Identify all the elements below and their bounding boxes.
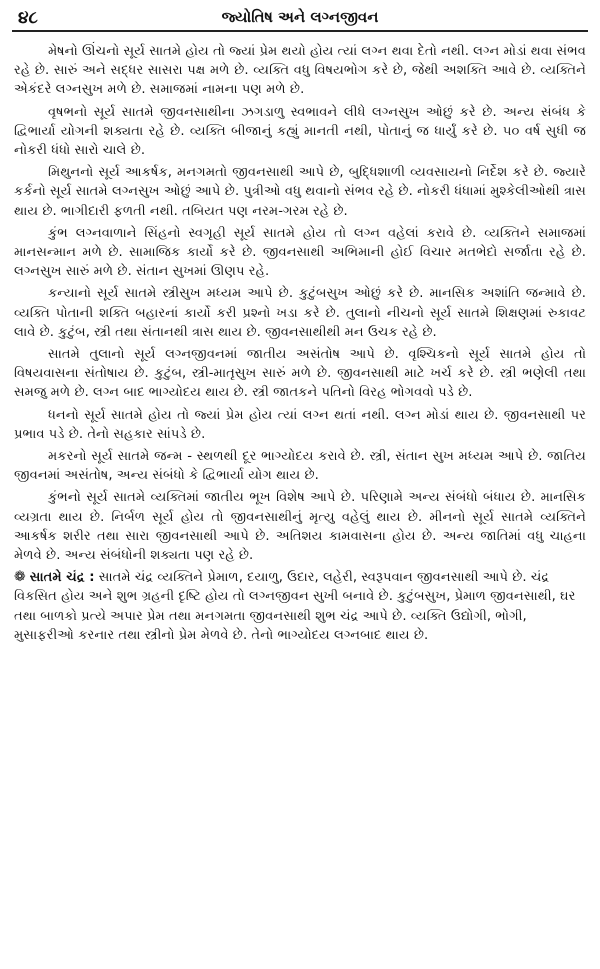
section-text: સાતમે ચંદ્ર વ્યક્તિને પ્રેમાળ, દયાળુ, ઉદાર, લહેરી, સ્વરૂપવાન જીવનસાથી આપે છે. ચંદ્ર વિકસિત હોય અને શુભ ગ્રહની દૃષ્ટિ હોય તો લગ્નજીવન સુખી બનાવે છે. કુટુંબસુખ, પ્રેમાળ જીવનસાથી, ઘર તથા બાળકો પ્રત્યે અપાર પ્રેમ તથા મનગમતા જીવનસાથી શુભ ચંદ્ર આપે છે. વ્યક્તિ ઉદ્યોગી, ભોગી, મુસાફરીઓ કરનાર તથા સ્ત્રીનો પ્રેમ મેળવે છે. તેનો ભાગ્યોદય લગ્નબાદ થાય છે. [14, 570, 576, 643]
running-head: જ્યોતિષ અને લગ્નજીવન [221, 8, 379, 26]
paragraph: મિથુનનો સૂર્ય આકર્ષક, મનગમતો જીવનસાથી આપે છે, બુદ્ધિશાળી વ્યવસાયનો નિર્દેશ કરે છે. જ્યારે કર્કનો સૂર્ય સાતમે લગ્નસુખ ઓછું આપે છે. પુત્રીઓ વધુ થવાનો સંભવ રહે છે. નોકરી ધંધામાં મુશ્કેલીઓથી ત્રાસ થાય છે. ભાગીદારી ફળતી નથી. તબિયત પણ નરમ-ગરમ રહે છે. [14, 165, 586, 219]
paragraph: ધનનો સૂર્ય સાતમે હોય તો જ્યાં પ્રેમ હોય ત્યાં લગ્ન થતાં નથી. લગ્ન મોડાં થાય છે. જીવનસાથી પર પ્રભાવ પડે છે. તેનો સહકાર સાંપડે છે. [14, 407, 586, 442]
paragraph: મકરનો સૂર્ય સાતમે જન્મ - સ્થળથી દૂર ભાગ્યોદય કરાવે છે. સ્ત્રી, સંતાન સુખ મધ્યમ આપે છે. જાતિય જીવનમાં અસંતોષ, અન્ય સંબંધો કે દ્વિભાર્યા યોગ થાય છે. [14, 449, 586, 484]
paragraph: કુંભ લગ્નવાળાને સિંહનો સ્વગૃહી સૂર્ય સાતમે હોય તો લગ્ન વહેલાં કરાવે છે. વ્યક્તિને સમાજમાં માનસન્માન મળે છે. સામાજિક કાર્યો કરે છે. જીવનસાથી અભિમાની હોઈ વિચાર મતભેદો સર્જાતા રહે છે. લગ્નસુખ સારું મળે છે. સંતાન સુખમાં ઊણપ રહે. [14, 225, 586, 280]
flower-bullet-icon: ❁ [14, 569, 26, 586]
page-number: ૪૮ [18, 8, 38, 28]
section-lead: સાતમે ચંદ્ર : [29, 570, 95, 586]
paragraph: કુંભનો સૂર્ય સાતમે વ્યક્તિમાં જાતીય ભૂખ વિશેષ આપે છે. પરિણામે અન્ય સંબંધો બંધાય છે. માનસિક વ્યગ્રતા થાય છે. નિર્બળ સૂર્ય હોય તો જીવનસાથીનું મૃત્યુ વહેલું થાય છે. મીનનો સૂર્ય સાતમે વ્યક્તિને આકર્ષક શરીર તથા સારા જીવનસાથી આપે છે. અતિશય કામવાસના હોય છે. અન્ય જાતિમાં વધુ ચાહના મેળવે છે. અન્ય સંબંધોની શક્યતા પણ રહે છે. [14, 490, 586, 564]
moon-section [14, 568, 586, 645]
paragraph: મેષનો ઊંચનો સૂર્ય સાતમે હોય તો જ્યાં પ્રેમ થયો હોય ત્યાં લગ્ન થવા દેતો નથી. લગ્ન મોડાં થવા સંભવ રહે છે. સારું અને સદ્ધર સાસરા પક્ષ મળે છે. વ્યક્તિ વધુ વિષયભોગ કરે છે, જેથી અશક્તિ આવે છે. વ્યક્તિને એકંદરે લગ્નસુખ મળે છે. સમાજમાં નામના પણ મળે છે. [14, 44, 586, 98]
page-body [14, 42, 586, 645]
header-rule [12, 30, 588, 32]
paragraph: કન્યાનો સૂર્ય સાતમે સ્ત્રીસુખ મધ્યમ આપે છે. કુટુંબસુખ ઓછું કરે છે. માનસિક અશાંતિ જન્માવે છે. વ્યક્તિ પોતાની શક્તિ બહારનાં કાર્યો કરી પ્રશ્નો ખડા કરે છે. તુલાનો નીચનો સૂર્ય સાતમે શિક્ષણમાં રુકાવટ લાવે છે. કુટુંબ, સ્ત્રી તથા સંતાનથી ત્રાસ થાય છે. જીવનસાથીથી મન ઉચક રહે છે. [14, 286, 586, 340]
paragraph: વૃષભનો સૂર્ય સાતમે જીવનસાથીના ઝગડાળુ સ્વભાવને લીધે લગ્નસુખ ઓછું કરે છે. અન્ય સંબંધ કે દ્વિભાર્યા યોગની શક્યતા રહે છે. વ્યક્તિ બીજાનું કહ્યું માનતી નથી, પોતાનું જ ધાર્યું કરે છે. ૫૦ વર્ષ સુધી જ નોકરી ધંધો સારો ચાલે છે. [14, 104, 586, 159]
page-header [12, 6, 588, 32]
paragraph: સાતમે તુલાનો સૂર્ય લગ્નજીવનમાં જાતીય અસંતોષ આપે છે. વૃશ્ચિકનો સૂર્ય સાતમે હોય તો વિષયવાસના સંતોષાય છે. કુટુંબ, સ્ત્રી-માતૃસુખ સારું મળે છે. જીવનસાથી માટે ખર્ચ કરે છે. સ્ત્રી ભણેલી તથા સમજુ મળે છે. લગ્ન બાદ ભાગ્યોદય થાય છે. સ્ત્રી જાતકને પતિનો વિરહ ભોગવવો પડે છે. [14, 347, 586, 401]
